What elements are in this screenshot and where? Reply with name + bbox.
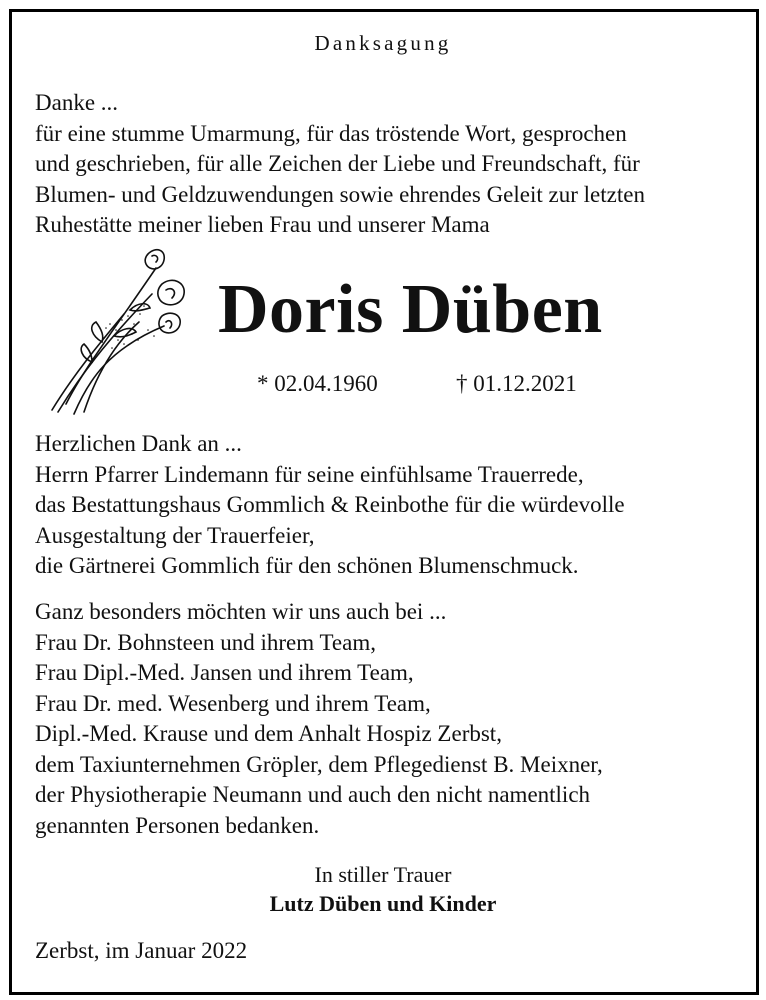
special-line: Ganz besonders möchten wir uns auch bei ...	[35, 599, 447, 624]
special-line: Frau Dr. Bohnsteen und ihrem Team,	[35, 629, 376, 655]
deceased-name: Doris Düben	[218, 271, 603, 348]
thanks-line: Herrn Pfarrer Lindemann für seine einfühlsame Trauerrede,	[35, 461, 584, 487]
intro-text	[35, 88, 745, 241]
heading: Danksagung	[314, 31, 452, 55]
special-line: Frau Dr. med. Wesenberg und ihrem Team,	[35, 690, 431, 716]
special-line: dem Taxiunternehmen Gröpler, dem Pflegedienst B. Meixner,	[35, 751, 603, 777]
special-thanks-text	[35, 597, 745, 841]
thanks-line: die Gärtnerei Gommlich für den schönen Blumenschmuck.	[35, 553, 579, 578]
thanks-line: das Bestattungshaus Gommlich & Reinbothe für die würdevolle	[35, 492, 625, 517]
roses-icon	[44, 244, 194, 416]
mourning-phrase: In stiller Trauer	[314, 862, 452, 887]
birth-date: * 02.04.1960	[257, 371, 378, 396]
place-date: Zerbst, im Januar 2022	[35, 938, 248, 963]
thanks-line: Herzlichen Dank an ...	[35, 431, 242, 456]
thanks-text	[35, 429, 745, 582]
intro-line: Blumen- und Geldzuwendungen sowie ehrendes Geleit zur letzten	[35, 181, 645, 207]
intro-line: für eine stumme Umarmung, für das tröstende Wort, gesprochen	[35, 120, 627, 146]
intro-line: Danke ...	[35, 90, 119, 115]
special-line: der Physiotherapie Neumann und auch den nicht namentlich	[35, 782, 591, 807]
special-line: Frau Dipl.-Med. Jansen und ihrem Team,	[35, 660, 414, 685]
special-line: genannten Personen bedanken.	[35, 812, 320, 838]
family-signature: Lutz Düben und Kinder	[269, 891, 497, 916]
intro-line: und geschrieben, für alle Zeichen der Liebe und Freundschaft, für	[35, 151, 640, 176]
intro-line: Ruhestätte meiner lieben Frau und unserer Mama	[35, 212, 490, 237]
special-line: Dipl.-Med. Krause und dem Anhalt Hospiz Zerbst,	[35, 721, 502, 746]
thanks-line: Ausgestaltung der Trauerfeier,	[35, 522, 315, 548]
death-date: † 01.12.2021	[456, 371, 577, 396]
